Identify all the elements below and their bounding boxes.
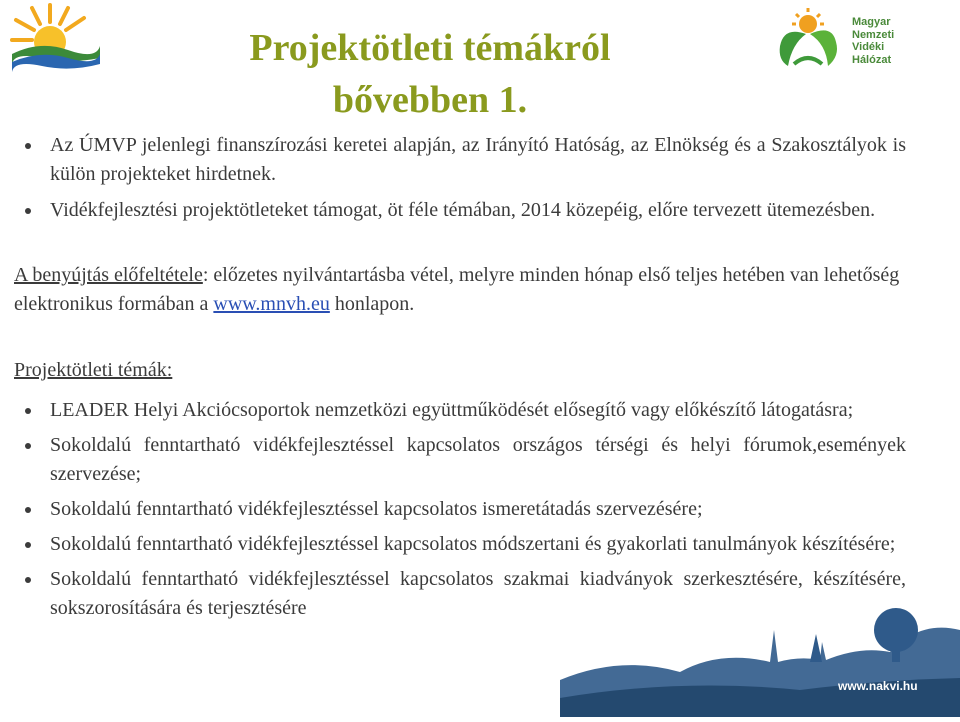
topic-item: Sokoldalú fenntartható vidékfejlesztéssel kapcsolatos szakmai kiadványok szerkesztésére, készítésére, sokszorosítására és terjesztésére xyxy=(14,565,906,623)
topic-item: Sokoldalú fenntartható vidékfejlesztéssel kapcsolatos ismeretátadás szervezésére; xyxy=(14,495,906,524)
topic-item: Sokoldalú fenntartható vidékfejlesztéssel kapcsolatos országos térségi és helyi fórumok,események szervezése; xyxy=(14,431,906,489)
precondition-after: honlapon. xyxy=(329,293,415,315)
footer-website: www.nakvi.hu xyxy=(838,679,918,693)
mnvh-wordmark: Magyar Nemzeti Vidéki Hálózat xyxy=(852,16,895,66)
topics-heading: Projektötleti témák: xyxy=(14,359,173,381)
topic-item: LEADER Helyi Akciócsoportok nemzetközi együttműködését elősegítő vagy előkészítő látogatásra; xyxy=(14,396,906,425)
intro-list xyxy=(14,131,906,225)
precondition-label: A benyújtás előfeltétele xyxy=(14,264,203,286)
mnvh-logo xyxy=(770,4,960,76)
topic-item: Sokoldalú fenntartható vidékfejlesztéssel kapcsolatos módszertani és gyakorlati tanulmányok készítésére; xyxy=(14,530,906,559)
sun-flag-logo xyxy=(4,2,104,74)
precondition-text: : előzetes nyilvántartásba vétel, melyre minden hónap első teljes hetében van lehetőség elektronikus formában a xyxy=(14,264,900,315)
precondition-paragraph xyxy=(14,261,906,319)
page-title: Projektötleti témákról bővebben 1. xyxy=(249,27,611,121)
topics-list xyxy=(14,396,906,623)
intro-bullet: Vidékfejlesztési projektötleteket támogat, öt féle témában, 2014 közepéig, előre tervezett ütemezésben. xyxy=(14,196,906,225)
intro-bullet: Az ÚMVP jelenlegi finanszírozási keretei alapján, az Irányító Hatóság, az Elnökség és a Szakosztályok is külön projekteket hirdetnek. xyxy=(14,131,906,189)
mnvh-link[interactable]: www.mnvh.eu xyxy=(213,293,330,315)
mnvh-emblem-icon xyxy=(770,4,850,76)
